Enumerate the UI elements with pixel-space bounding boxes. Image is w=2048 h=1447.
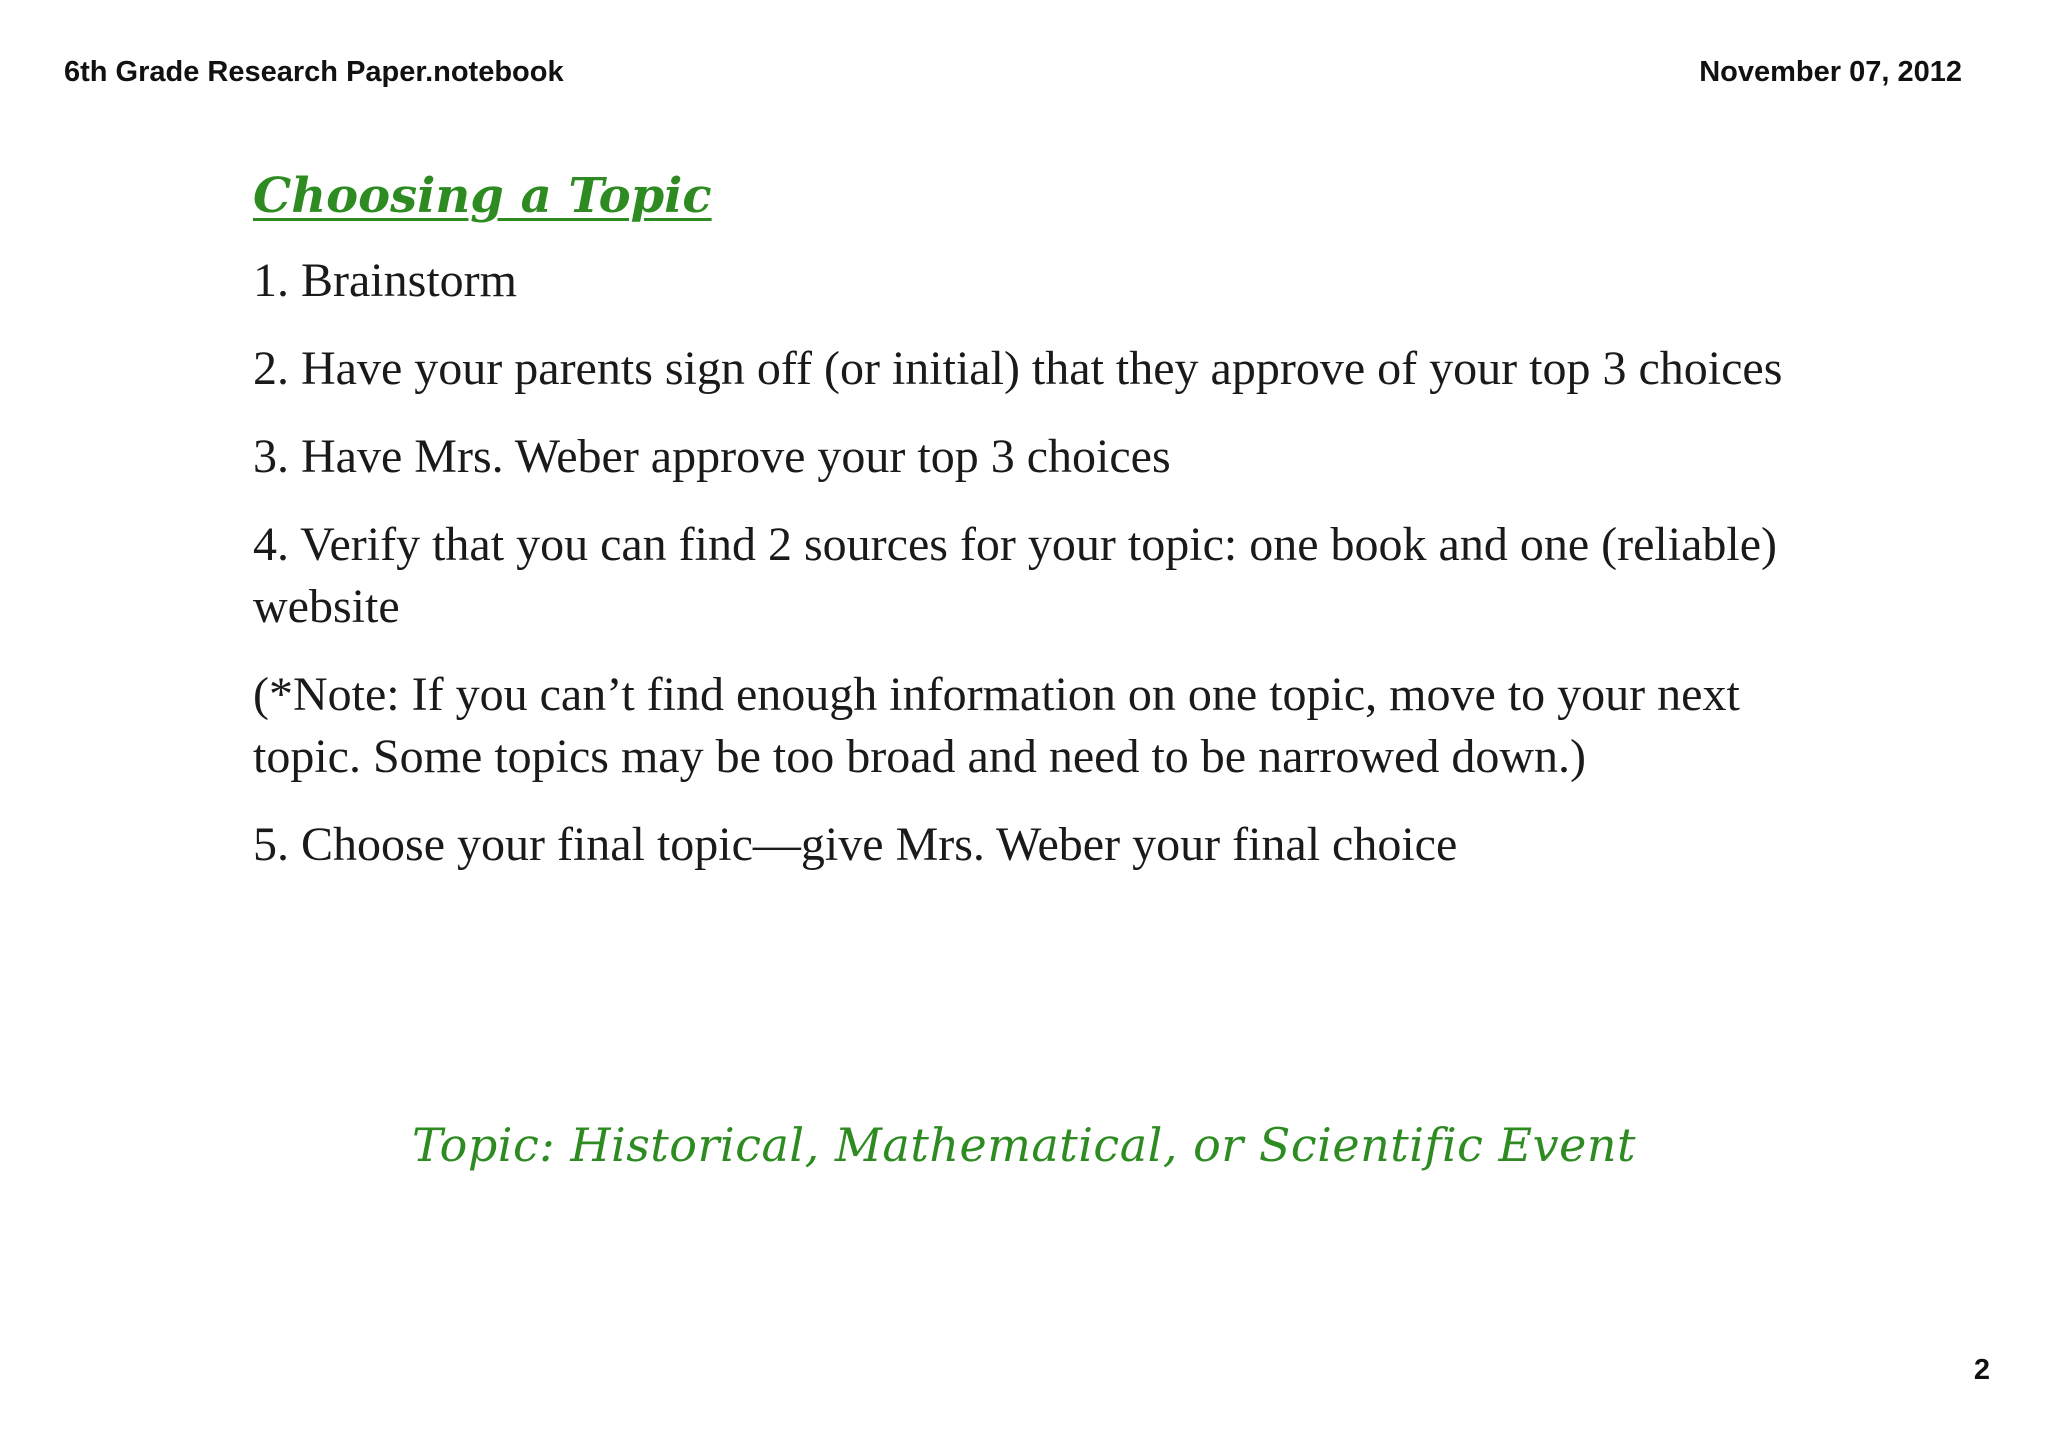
- step-item: 3. Have Mrs. Weber approve your top 3 choices: [253, 429, 1171, 483]
- step-item: 2. Have your parents sign off (or initial) that they approve of your top 3 choices: [253, 341, 1783, 395]
- slide-title: Choosing a Topic: [253, 168, 712, 224]
- step-item: 5. Choose your final topic—give Mrs. Weber your final choice: [253, 817, 1458, 871]
- step-note: (*Note: If you can’t find enough information on one topic, move to your next topic. Some topics may be too broad and need to be narrowed down.): [253, 667, 1740, 783]
- steps-list: [253, 250, 1813, 876]
- topic-line: Topic: Historical, Mathematical, or Scientific Event: [412, 1118, 1636, 1172]
- page-date: November 07, 2012: [1699, 56, 1962, 88]
- step-item: 4. Verify that you can find 2 sources for your topic: one book and one (reliable) website: [253, 517, 1777, 633]
- page-header: [64, 56, 1962, 96]
- slide-content: [253, 168, 1813, 902]
- step-item: 1. Brainstorm: [253, 253, 517, 307]
- notebook-title: 6th Grade Research Paper.notebook: [64, 56, 564, 88]
- page-number: 2: [1973, 1354, 1990, 1386]
